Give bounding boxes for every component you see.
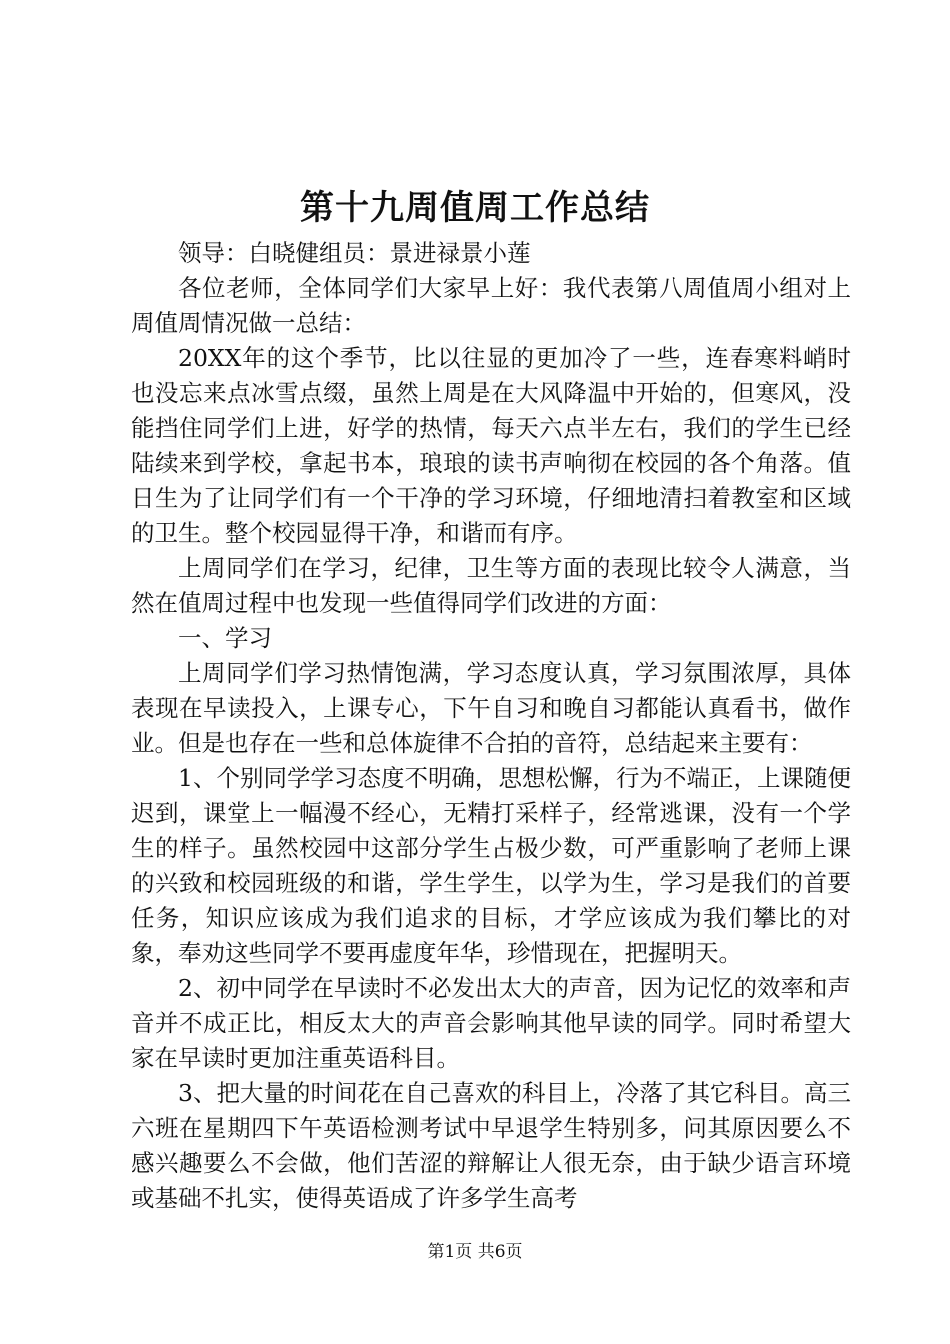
paragraph-item-3: 3、把大量的时间花在自己喜欢的科目上，冷落了其它科目。高三六班在星期四下午英语检测考试中早退学生特别多，问其原因要么不感兴趣要么不会做，他们苦涩的辩解让人很无奈，由于缺少语言环境或基础不扎实，使得英语成了许多学生高考 bbox=[131, 1079, 851, 1212]
document-title: 第十九周值周工作总结 bbox=[300, 188, 650, 228]
paragraph-study: 上周同学们学习热情饱满，学习态度认真，学习氛围浓厚，具体表现在早读投入，上课专心，下午自习和晚自习都能认真看书，做作业。但是也存在一些和总体旋律不合拍的音符，总结起来主要有： bbox=[131, 659, 851, 757]
page-footer: 第1页 共6页 bbox=[427, 1242, 523, 1262]
paragraph-item-1: 1、个别同学学习态度不明确，思想松懈，行为不端正，上课随便迟到，课堂上一幅漫不经心，无精打采样子，经常逃课，没有一个学生的样子。虽然校园中这部分学生占极少数，可严重影响了老师上课的兴致和校园班级的和谐，学生学生，以学为生，学习是我们的首要任务，知识应该成为我们追求的目标，才学应该成为我们攀比的对象，奉劝这些同学不要再虚度年华，珍惜现在，把握明天。 bbox=[131, 764, 851, 967]
paragraph-leaders: 领导：白晓健组员：景进禄景小莲 bbox=[178, 239, 531, 267]
section-heading-study: 一、学习 bbox=[178, 624, 272, 652]
paragraph-greeting: 各位老师，全体同学们大家早上好：我代表第八周值周小组对上周值周情况做一总结： bbox=[131, 274, 851, 337]
document-body bbox=[131, 236, 851, 1216]
paragraph-season: 20XX年的这个季节，比以往显的更加冷了一些，连春寒料峭时也没忘来点冰雪点缀，虽然上周是在大风降温中开始的，但寒风，没能挡住同学们上进，好学的热情，每天六点半左右，我们的学生已经陆续来到学校，拿起书本，琅琅的读书声响彻在校园的各个角落。值日生为了让同学们有一个干净的学习环境，仔细地清扫着教室和区域的卫生。整个校园显得干净，和谐而有序。 bbox=[131, 344, 851, 547]
paragraph-item-2: 2、初中同学在早读时不必发出太大的声音，因为记忆的效率和声音并不成正比，相反太大的声音会影响其他早读的同学。同时希望大家在早读时更加注重英语科目。 bbox=[131, 974, 851, 1072]
paragraph-overview: 上周同学们在学习，纪律，卫生等方面的表现比较令人满意，当然在值周过程中也发现一些值得同学们改进的方面： bbox=[131, 554, 851, 617]
